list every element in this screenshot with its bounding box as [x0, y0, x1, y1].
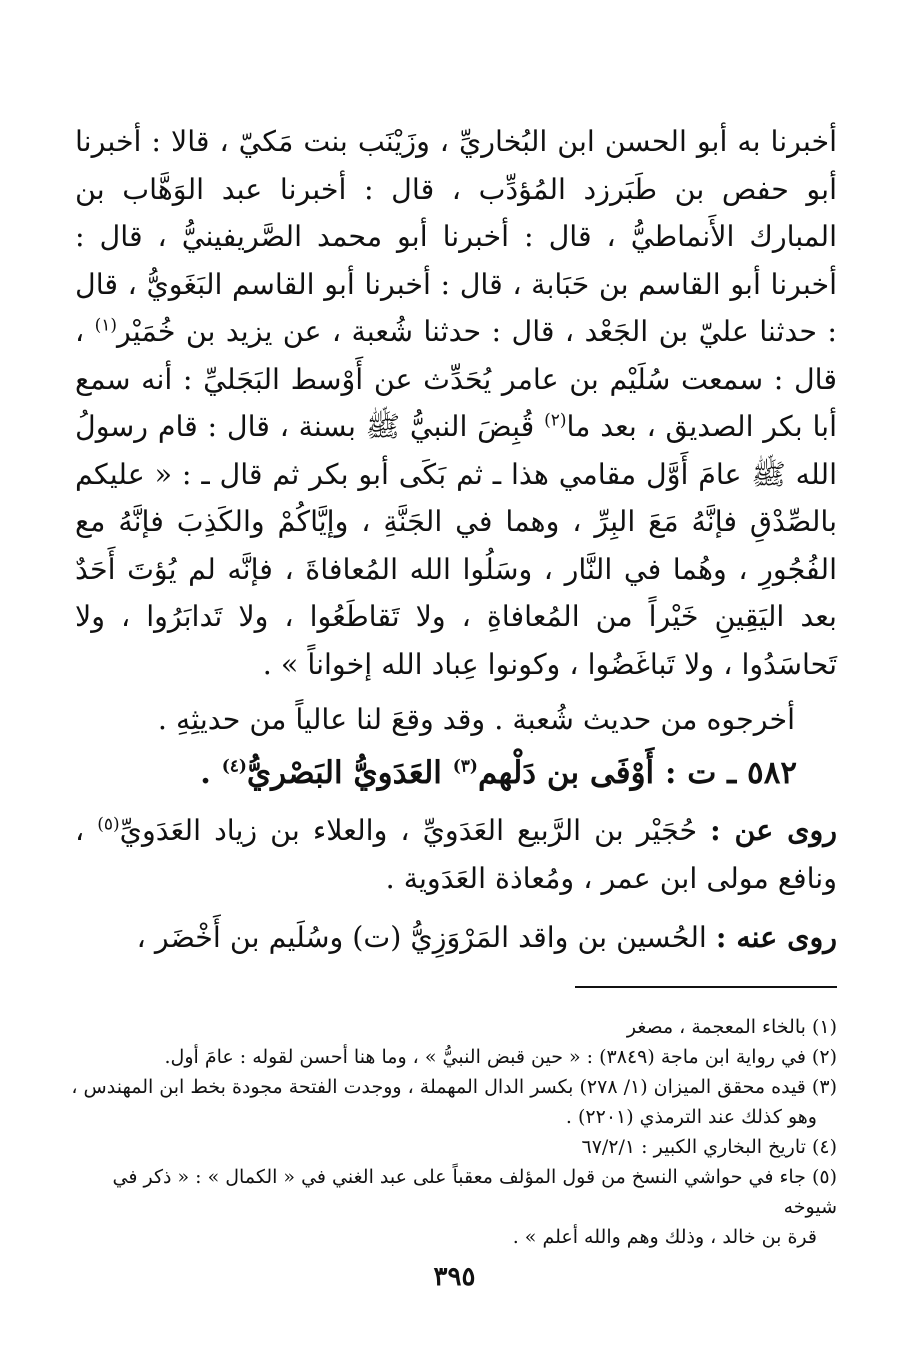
footnote-3: (٣) قيده محقق الميزان (١/ ٢٧٨) بكسر الدال المهملة ، ووجدت الفتحة مجودة بخط ابن المهندس ،: [71, 1076, 837, 1098]
footnote-ref-3: (٣): [452, 756, 478, 777]
narrated-by-text: الحُسين بن واقد المَرْوَزِيُّ (ت) وسُلَيم بن أَخْضَر ،: [136, 921, 716, 954]
narrated-from-text-cont: ، ونافع مولى ابن عمر ، ومُعاذة العَدَوية .: [75, 814, 837, 895]
entry-title: ـ ت : أَوْفَى بن دَلْهم: [477, 754, 748, 791]
hadith-paragraph: [75, 118, 837, 688]
entry-number: ٥٨٢: [747, 754, 797, 791]
footnote-ref-2: (٢): [544, 410, 567, 431]
matn-text: قُبِضَ النبيُّ ﷺ بسنة ، قال : قام رسولُ الله ﷺ عامَ أَوَّل مقامي هذا ـ ثم بَكَى أبو بكر ثم قال ـ : « عليكم بالصِّدْقِ فإنَّهُ مَعَ البِرِّ ، وهما في الجَنَّةِ ، وإيَّاكُمْ والكَذِبَ فإنَّهُ مع الفُجُورِ ، وهُما في النَّار ، وسَلُوا الله المُعافاةَ ، فإنَّه لم يُؤتَ أَحَدٌ بعد اليَقِينِ خَيْراً من المُعافاةِ ، ولا تَقاطَعُوا ، ولا تَدابَرُوا ، ولا تَحاسَدُوا ، ولا تَباغَضُوا ، وكونوا عِباد الله إخواناً » .: [75, 410, 837, 681]
narrated-from-text: حُجَيْر بن الرَّبيع العَدَويِّ ، والعلاء بن زياد العَدَويِّ: [119, 814, 711, 847]
takhrij-paragraph: أخرجوه من حديث شُعبة . وقد وقعَ لنا عالياً من حديثِهِ .: [157, 703, 795, 736]
entry-heading: [75, 750, 837, 798]
footnote-divider: [575, 986, 837, 988]
main-text: [75, 118, 837, 962]
footnote-4: (٤) تاريخ البخاري الكبير : ٦٧/٢/١: [581, 1136, 837, 1158]
footnote-5: (٥) جاء في حواشي النسخ من قول المؤلف معقباً على عبد الغني في « الكمال » : « ذكر في شيوخه: [112, 1166, 837, 1218]
footnote-ref-4: (٤): [221, 756, 247, 777]
isnad-text-cont: ، قال : سمعت سُلَيْم بن عامر يُحَدِّث عن أَوْسط البَجَليِّ : أنه سمع أبا بكر الصديق ، بعد ما: [75, 315, 837, 443]
footnote-3-cont: وهو كذلك عند الترمذي (٢٢٠١) .: [565, 1106, 817, 1128]
narrated-by-block: [75, 914, 837, 962]
footnote-2: (٢) في رواية ابن ماجة (٣٨٤٩) : « حين قبض النبيُّ » ، وما هنا أحسن لقوله : عامَ أول.: [164, 1046, 837, 1068]
footnotes: [65, 1012, 837, 1252]
entry-title-nisba: العَدَويُّ البَصْريُّ: [246, 754, 453, 791]
footnote-5-cont: قرة بن خالد ، وذلك وهم والله أعلم » .: [512, 1226, 817, 1248]
page-number: ٣٩٥: [433, 1262, 476, 1292]
narrated-by-label: روى عنه :: [715, 920, 837, 954]
entry-title-end: .: [200, 754, 222, 791]
footnote-ref-1: (١): [94, 315, 118, 336]
footnote-ref-5: (٥): [97, 814, 120, 835]
footnote-1: (١) بالخاء المعجمة ، مصغر: [626, 1016, 837, 1038]
isnad-text: أخبرنا به أبو الحسن ابن البُخاريِّ ، وزَيْنَب بنت مَكيّ ، قالا : أخبرنا أبو حفص بن طَبَرزد المُؤدِّب ، قال : أخبرنا عبد الوَهَّاب بن المبارك الأَنماطيُّ ، قال : أخبرنا أبو محمد الصَّريفينيُّ ، قال : أخبرنا أبو القاسم بن حَبَابة ، قال : أخبرنا أبو القاسم البَغَويُّ ، قال : حدثنا عليّ بن الجَعْد ، قال : حدثنا شُعبة ، عن يزيد بن خُمَيْر: [75, 125, 837, 348]
narrated-from-label: روى عن :: [710, 813, 837, 847]
narrated-from-block: [75, 807, 837, 902]
